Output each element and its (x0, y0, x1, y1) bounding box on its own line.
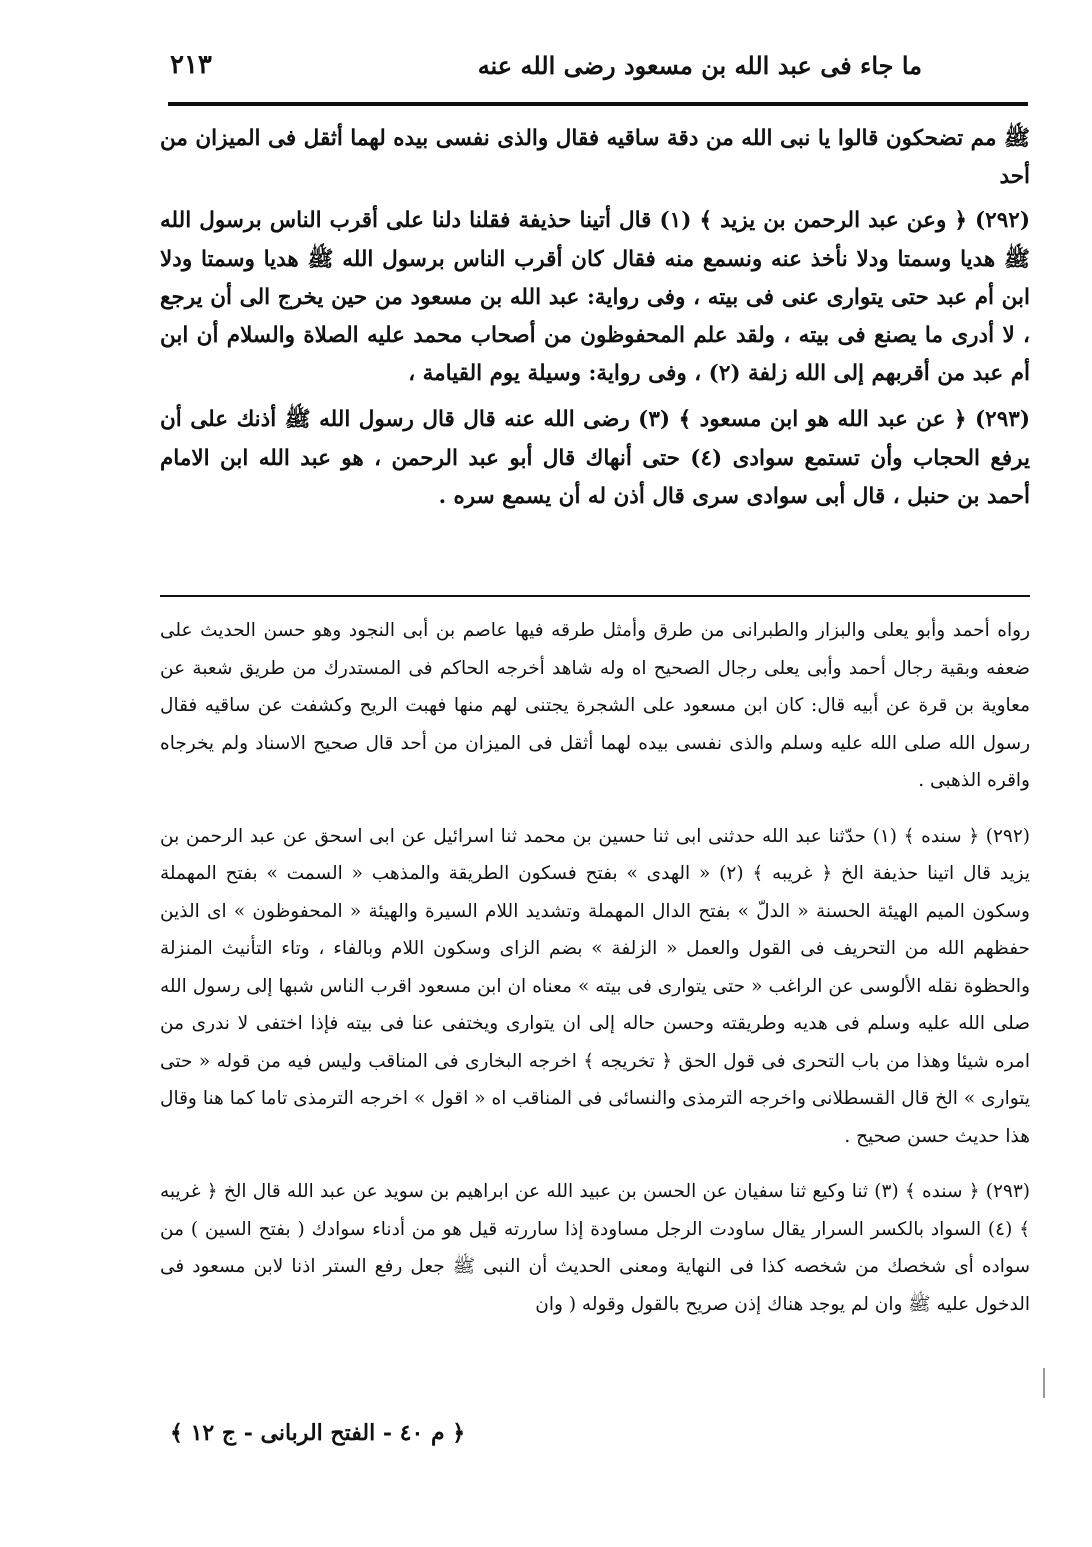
footnote-takhrij: رواه أحمد وأبو يعلى والبزار والطبرانى من طرق وأمثل طرقه فيها عاصم بن أبى النجود وهو حسن الحديث على ضعفه وبقية رجال أحمد وأبى يعلى رجال الصحيح اه وله شاهد أخرجه الحاكم فى المستدرك من طريق شعبة عن معاوية بن قرة عن أبيه قال: كان ابن مسعود على الشجرة يجتنى لهم منها فهبت الريح وكشفت عن ساقيه فقال رسول الله صلى الله عليه وسلم والذى نفسى بيده لهما أثقل فى الميزان من أحد قال صحيح الاسناد ولم يخرجاه واقره الذهبى . (160, 620, 1030, 791)
page-header (170, 40, 922, 90)
margin-mark (1043, 1368, 1045, 1398)
running-title: ما جاء فى عبد الله بن مسعود رضى الله عنه (477, 50, 922, 80)
hadith-292: (٢٩٢) ﴿ وعن عبد الرحمن بن يزيد ﴾ (١) قال أتينا حذيفة فقلنا دلنا على أقرب الناس برسول الله ﷺ هديا وسمتا ودلا نأخذ عنه ونسمع منه فقال كان أقرب الناس برسول الله ﷺ هديا وسمتا ودلا ابن أم عبد حتى يتوارى عنى فى بيته ، وفى رواية: عبد الله بن مسعود من حين يخرج الى أن يرجع ، لا أدرى ما يصنع فى بيته ، ولقد علم المحفوظون من أصحاب محمد عليه الصلاة والسلام أن ابن أم عبد من أقربهم إلى الله زلفة (٢) ، وفى رواية: وسيلة يوم القيامة ، (160, 208, 1031, 387)
footnote-separator (160, 595, 1030, 597)
main-text (160, 120, 1030, 522)
hadith-293: (٢٩٣) ﴿ عن عبد الله هو ابن مسعود ﴾ (٣) رضى الله عنه قال قال رسول الله ﷺ أذنك على أن يرفع الحجاب وأن تستمع سوادى (٤) حتى أنهاك قال أبو عبد الرحمن ، هو عبد الله ابن الامام أحمد بن حنبل ، قال أبى سوادى سرى قال أذن له أن يسمع سره . (160, 407, 1031, 509)
footnote-293: (٢٩٣) ﴿ سنده ﴾ (٣) ثنا وكيع ثنا سفيان عن الحسن بن عبيد الله عن ابراهيم بن سويد عن عبد الله قال الخ ﴿ غريبه ﴾ (٤) السواد بالكسر السرار يقال ساودت الرجل مساودة إذا ساررته قيل هو من أدناء سوادك ( بفتح السين ) من سواده أى شخصك من شخصه كذا فى النهاية ومعنى الحديث أن النبى ﷺ جعل رفع الستر اذنا لابن مسعود فى الدخول عليه ﷺ وان لم يوجد هناك إذن صريح بالقول وقوله ( وان (160, 1181, 1031, 1315)
header-rule (168, 102, 1028, 106)
page-number: ٢١٣ (170, 50, 212, 80)
footnote-292: (٢٩٢) ﴿ سنده ﴾ (١) حدّثنا عبد الله حدثنى ابى ثنا حسين بن محمد ثنا اسرائيل عن ابى اسحق عن عبد الرحمن بن يزيد قال اتينا حذيفة الخ ﴿ غريبه ﴾ (٢) « الهدى » بفتح فسكون الطريقة والمذهب « السمت » بفتح المهملة وسكون الميم الهيئة الحسنة « الدلّ » بفتح الدال المهملة وتشديد اللام السيرة والهيئة « المحفوظون » اى الذين حفظهم الله من التحريف فى القول والعمل « الزلفة » بضم الزاى وسكون اللام وبالفاء ، وتاء التأنيث المنزلة والحظوة نقله الألوسى عن الراغب « حتى يتوارى فى بيته » معناه ان ابن مسعود اقرب الناس شبها إلى رسول الله صلى الله عليه وسلم فى هديه وطريقته وحسن حاله إلى ان يتوارى ويختفى عنا فى بيته فإذا اختفى لا ندرى من امره شيئا وهذا من باب التحرى فى قول الحق ﴿ تخريجه ﴾ اخرجه البخارى فى المناقب وليس فيه من قوله « حتى يتوارى » الخ قال القسطلانى واخرجه الترمذى والنسائى فى المناقب اه « اقول » اخرجه الترمذى تاما كما هنا وقال هذا حديث حسن صحيح . (160, 825, 1031, 1147)
main-paragraph-1: ﷺ مم تضحكون قالوا يا نبى الله من دقة ساقيه فقال والذى نفسى بيده لهما أثقل فى الميزان من أحد (160, 126, 1030, 190)
signature-line: ﴿ م ٤٠ - الفتح الربانى - ج ١٢ ﴾ (170, 1420, 466, 1446)
footnotes (160, 612, 1030, 1327)
